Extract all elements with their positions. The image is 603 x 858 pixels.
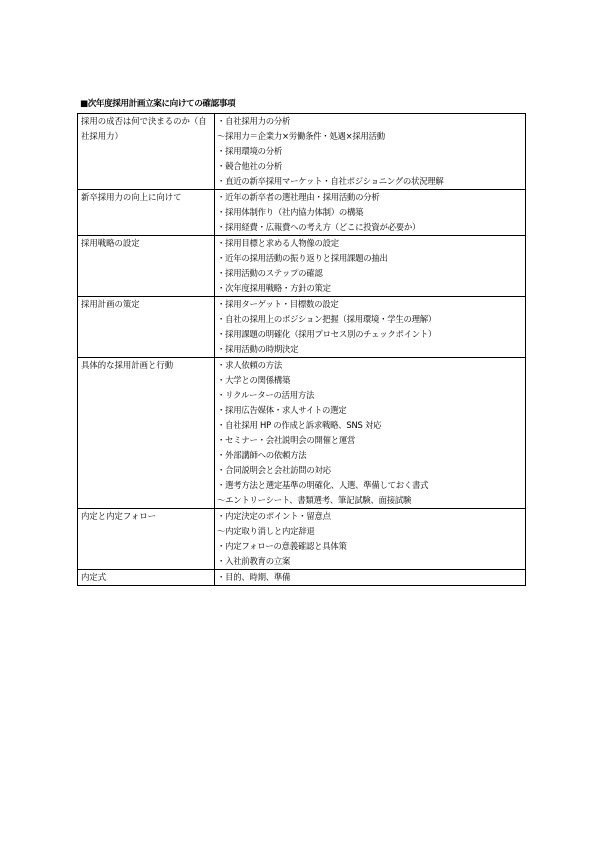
- category-label: 具体的な採用計画と行動: [81, 360, 174, 370]
- table-row: [78, 358, 526, 509]
- list-item: ・近年の採用活動の振り返りと採用課題の抽出: [217, 253, 388, 263]
- list-item: 〜エントリーシート、書類選考、筆記試験、面接試験: [217, 495, 412, 505]
- checklist-table: [77, 113, 526, 586]
- items-cell: [215, 570, 526, 586]
- list-item: ・外部講師への依頼方法: [217, 450, 307, 460]
- items-cell: [215, 297, 526, 358]
- list-item: ・合同説明会と会社訪問の対応: [217, 465, 331, 475]
- table-row: [78, 190, 526, 236]
- list-item: ・直近の新卒採用マーケット・自社ポジショニングの状況理解: [217, 176, 444, 186]
- list-item: ・採用活動の時期決定: [217, 344, 299, 354]
- table-row: [78, 236, 526, 297]
- list-item: ・リクルーターの活用方法: [217, 390, 315, 400]
- list-item: ・選考方法と選定基準の明確化、人選、準備しておく書式: [217, 480, 429, 490]
- list-item: ・採用課題の明確化（採用プロセス別のチェックポイント）: [217, 329, 437, 339]
- items-cell: [215, 236, 526, 297]
- list-item: ・セミナー・会社説明会の開催と運営: [217, 435, 356, 445]
- category-cell: [78, 570, 215, 586]
- category-cell: [78, 190, 215, 236]
- table-row: [78, 297, 526, 358]
- list-item: ・自社の採用上のポジション把握（採用環境・学生の理解）: [217, 314, 436, 324]
- list-item: ・自社採用力の分析: [217, 116, 291, 126]
- list-item: ・採用経費・広報費への考え方（どこに投資が必要か）: [217, 222, 421, 232]
- items-cell: [215, 190, 526, 236]
- category-cell: [78, 236, 215, 297]
- category-label: 内定式: [81, 572, 107, 582]
- list-item: ・目的、時期、準備: [217, 572, 291, 582]
- list-item: 〜内定取り消しと内定辞退: [217, 526, 315, 536]
- list-item: ・競合他社の分析: [217, 161, 282, 171]
- table-row: [78, 114, 526, 190]
- items-cell: [215, 114, 526, 190]
- list-item: ・自社採用 HP の作成と訴求戦略、SNS 対応: [217, 420, 382, 430]
- list-item: ・求人依頼の方法: [217, 360, 282, 370]
- category-cell: [78, 297, 215, 358]
- category-cell: [78, 114, 215, 190]
- items-cell: [215, 509, 526, 570]
- list-item: ・次年度採用戦略・方針の策定: [217, 283, 331, 293]
- category-label: 内定と内定フォロー: [81, 511, 156, 521]
- list-item: ・内定フォローの意義確認と具体策: [217, 541, 347, 551]
- table-row: [78, 509, 526, 570]
- category-label: 採用戦略の設定: [81, 238, 140, 248]
- list-item: 〜採用力＝企業力×労働条件・処遇×採用活動: [217, 131, 385, 141]
- list-item: ・入社前教育の立案: [217, 556, 291, 566]
- category-cell: [78, 509, 215, 570]
- category-cell: [78, 358, 215, 509]
- list-item: ・採用環境の分析: [217, 146, 282, 156]
- list-item: ・大学との関係構築: [217, 375, 291, 385]
- list-item: ・採用広告媒体・求人サイトの選定: [217, 405, 347, 415]
- category-label: 新卒採用力の向上に向けて: [81, 192, 182, 202]
- list-item: ・採用目標と求める人物像の設定: [217, 238, 339, 248]
- items-cell: [215, 358, 526, 509]
- list-item: ・採用ターゲット・目標数の設定: [217, 299, 339, 309]
- table-row: [78, 570, 526, 586]
- document-title: ■次年度採用計画立案に向けての確認事項: [80, 99, 236, 109]
- list-item: ・採用体制作り（社内協力体制）の構築: [217, 207, 364, 217]
- list-item: ・近年の新卒者の選社理由・採用活動の分析: [217, 192, 380, 202]
- category-label: 採用の成否は何で決まるのか（自社採用力）: [81, 116, 207, 141]
- list-item: ・採用活動のステップの確認: [217, 268, 323, 278]
- list-item: ・内定決定のポイント・留意点: [217, 511, 331, 521]
- category-label: 採用計画の策定: [81, 299, 140, 309]
